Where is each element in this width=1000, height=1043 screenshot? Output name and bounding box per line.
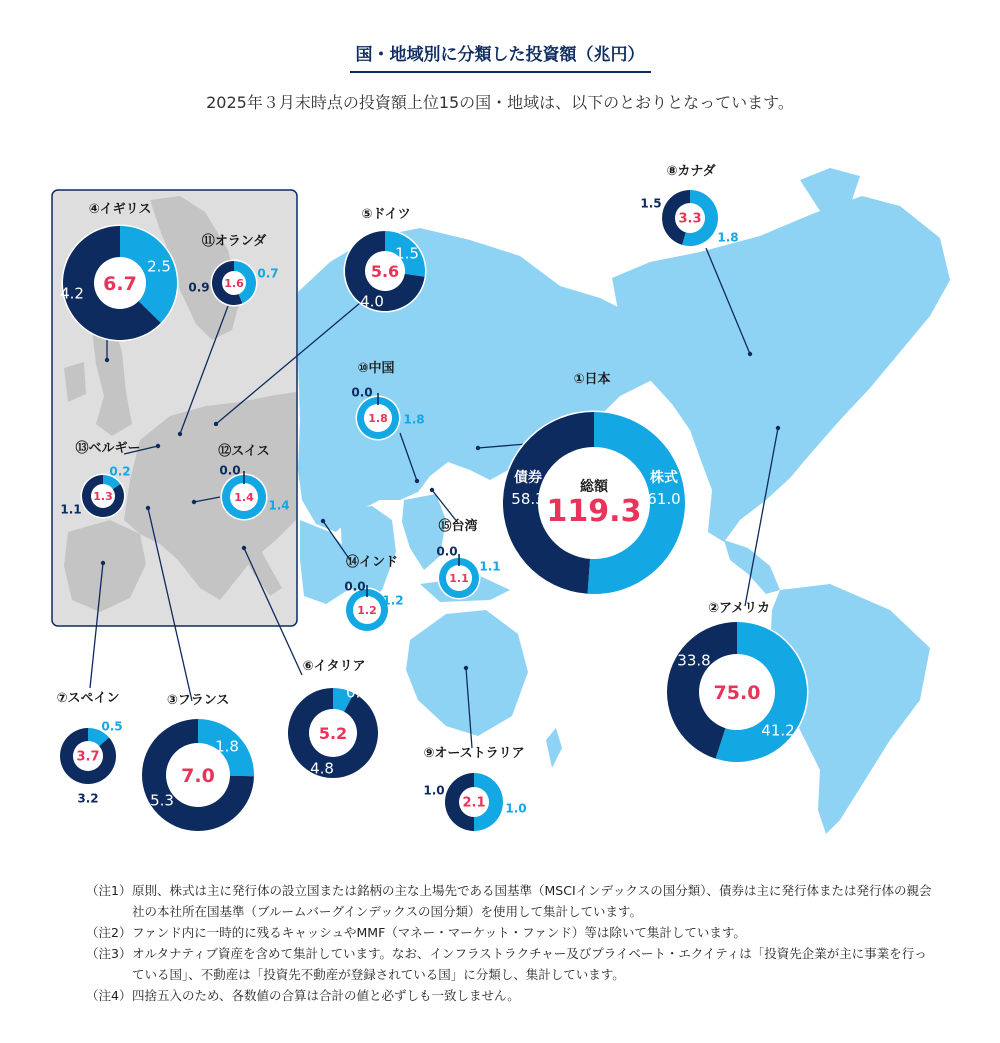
region-9-bond-value: 1.0 — [423, 783, 445, 798]
region-6-leader-dot — [242, 546, 246, 550]
footnote-label: （注4） — [86, 988, 132, 1003]
region-3-total-value: 7.0 — [181, 764, 215, 787]
region-5-equity-value: 1.5 — [395, 244, 419, 263]
region-13-equity-value: 0.2 — [109, 464, 131, 479]
region-2-label: ②アメリカ — [707, 601, 771, 616]
region-6-donut — [287, 659, 380, 780]
region-1-equity-label: 株式 — [650, 470, 678, 486]
region-10-equity-value: 1.8 — [403, 412, 425, 427]
region-11-total-value: 1.6 — [224, 276, 244, 290]
footnote-text: 原則、株式は主に発行体の設立国または銘柄の主な上場先である国基準（MSCIインデックスの国分類）、債券は主に発行体または発行体の親会社の本社所在国基準（ブルームバーグインデックスの国分類）を使用して集計しています。 — [132, 883, 932, 919]
footnote-4 — [86, 985, 936, 1006]
chart-title: 国・地域別に分類した投資額（兆円） — [0, 40, 1000, 73]
land-new-zealand — [546, 728, 562, 768]
region-10-label: ⑩中国 — [357, 361, 395, 376]
region-14-label: ⑭インド — [345, 555, 399, 570]
region-12-leader-dot — [192, 500, 196, 504]
region-1-total-value: 119.3 — [546, 494, 642, 529]
region-15-leader-dot — [430, 488, 434, 492]
footnote-2 — [86, 922, 936, 943]
region-2-total-value: 75.0 — [713, 681, 761, 704]
region-8-leader-dot — [748, 352, 752, 356]
region-13-total-value: 1.3 — [93, 489, 113, 503]
region-3-bond-value: 5.3 — [150, 791, 174, 810]
region-11-bond-value: 0.9 — [188, 280, 210, 295]
region-3-equity-value: 1.8 — [215, 737, 239, 756]
region-8-donut — [640, 163, 738, 248]
region-7-label: ⑦スペイン — [56, 691, 120, 706]
region-5-bond-value: 4.0 — [360, 292, 384, 311]
region-4-equity-value: 2.5 — [147, 257, 171, 276]
region-9-label: ⑨オーストラリア — [423, 746, 525, 761]
region-7-bond-value: 3.2 — [77, 791, 99, 806]
region-7-equity-value: 0.5 — [101, 719, 123, 734]
region-13-bond-value: 1.1 — [60, 502, 82, 517]
region-14-leader-dot — [321, 519, 325, 523]
region-1-equity-value: 61.0 — [647, 490, 681, 508]
region-12-label: ⑫スイス — [218, 444, 270, 459]
region-3-leader-dot — [146, 506, 150, 510]
region-14-donut — [344, 554, 403, 633]
region-6-equity-value: 0.4 — [346, 683, 370, 702]
region-3-label: ③フランス — [166, 693, 230, 708]
region-6-total-value: 5.2 — [318, 723, 348, 743]
footnote-label: （注3） — [86, 946, 132, 961]
footnote-3 — [86, 943, 936, 985]
region-15-bond-value: 0.0 — [436, 544, 458, 559]
region-1-total-label: 総額 — [580, 479, 608, 495]
region-3-donut — [141, 693, 256, 833]
region-11-leader-dot — [178, 432, 182, 436]
region-7-total-value: 3.7 — [76, 749, 100, 765]
region-10-bond-value: 0.0 — [351, 385, 373, 400]
region-2-equity-value: 41.2 — [761, 721, 795, 740]
footnote-text: ファンド内に一時的に残るキャッシュやMMF（マネー・マーケット・ファンド）等は除いて集計しています。 — [132, 925, 746, 940]
region-7-leader-dot — [101, 561, 105, 565]
region-4-bond-value: 4.2 — [60, 284, 84, 303]
region-13-leader-dot — [156, 444, 160, 448]
region-14-total-value: 1.2 — [357, 603, 377, 617]
footnote-text: 四捨五入のため、各数値の合算は合計の値と必ずしも一致しません。 — [132, 988, 520, 1003]
region-8-label: ⑧カナダ — [666, 164, 716, 179]
region-6-label: ⑥イタリア — [302, 659, 366, 674]
region-14-bond-value: 0.0 — [344, 579, 366, 594]
region-13-label: ⑬ベルギー — [75, 441, 141, 456]
region-14-equity-value: 1.2 — [382, 593, 404, 608]
footnote-1 — [86, 880, 936, 922]
region-2-bond-value: 33.8 — [677, 651, 711, 670]
chart-subtitle: 2025年３月末時点の投資額上位15の国・地域は、以下のとおりとなっています。 — [206, 93, 794, 112]
footnote-text: オルタナティブ資産を含めて集計しています。なお、インフラストラクチャー及びプライベート・エクイティは「投資先企業が主に事業を行っている国」、不動産は「投資先不動産が登録されている国」に分類し、集計しています。 — [132, 946, 927, 982]
region-5-leader-dot — [214, 422, 218, 426]
region-11-equity-value: 0.7 — [257, 266, 279, 281]
region-12-total-value: 1.4 — [234, 490, 254, 504]
region-10-leader-dot — [415, 479, 419, 483]
region-1-label: ①日本 — [573, 372, 611, 387]
region-9-equity-value: 1.0 — [505, 801, 527, 816]
region-8-total-value: 3.3 — [678, 211, 702, 227]
region-9-total-value: 2.1 — [462, 795, 486, 811]
region-9-leader-dot — [464, 666, 468, 670]
region-15-total-value: 1.1 — [449, 571, 469, 585]
region-5-total-value: 5.6 — [370, 261, 400, 281]
footnotes — [86, 880, 936, 1006]
region-12-equity-value: 1.4 — [268, 498, 290, 513]
region-15-equity-value: 1.1 — [479, 559, 501, 574]
region-2-leader-dot — [776, 426, 780, 430]
region-4-total-value: 6.7 — [103, 272, 137, 295]
region-8-bond-value: 1.5 — [640, 196, 662, 211]
region-9-donut — [423, 746, 526, 833]
region-7-donut — [56, 691, 122, 805]
region-1-bond-label: 債券 — [514, 470, 542, 486]
region-4-leader-dot — [105, 358, 109, 362]
footnote-label: （注2） — [86, 925, 132, 940]
region-15-label: ⑮台湾 — [438, 519, 478, 534]
region-6-bond-value: 4.8 — [310, 759, 334, 778]
region-8-equity-value: 1.8 — [717, 230, 739, 245]
region-4-label: ④イギリス — [88, 202, 152, 217]
footnote-label: （注1） — [86, 883, 132, 898]
region-12-bond-value: 0.0 — [219, 463, 241, 478]
region-1-leader-dot — [476, 446, 480, 450]
region-10-total-value: 1.8 — [368, 411, 388, 425]
region-5-label: ⑤ドイツ — [361, 207, 411, 222]
region-11-label: ⑪オランダ — [201, 234, 267, 249]
region-1-bond-value: 58.3 — [511, 490, 545, 508]
region-5-donut — [344, 207, 427, 313]
